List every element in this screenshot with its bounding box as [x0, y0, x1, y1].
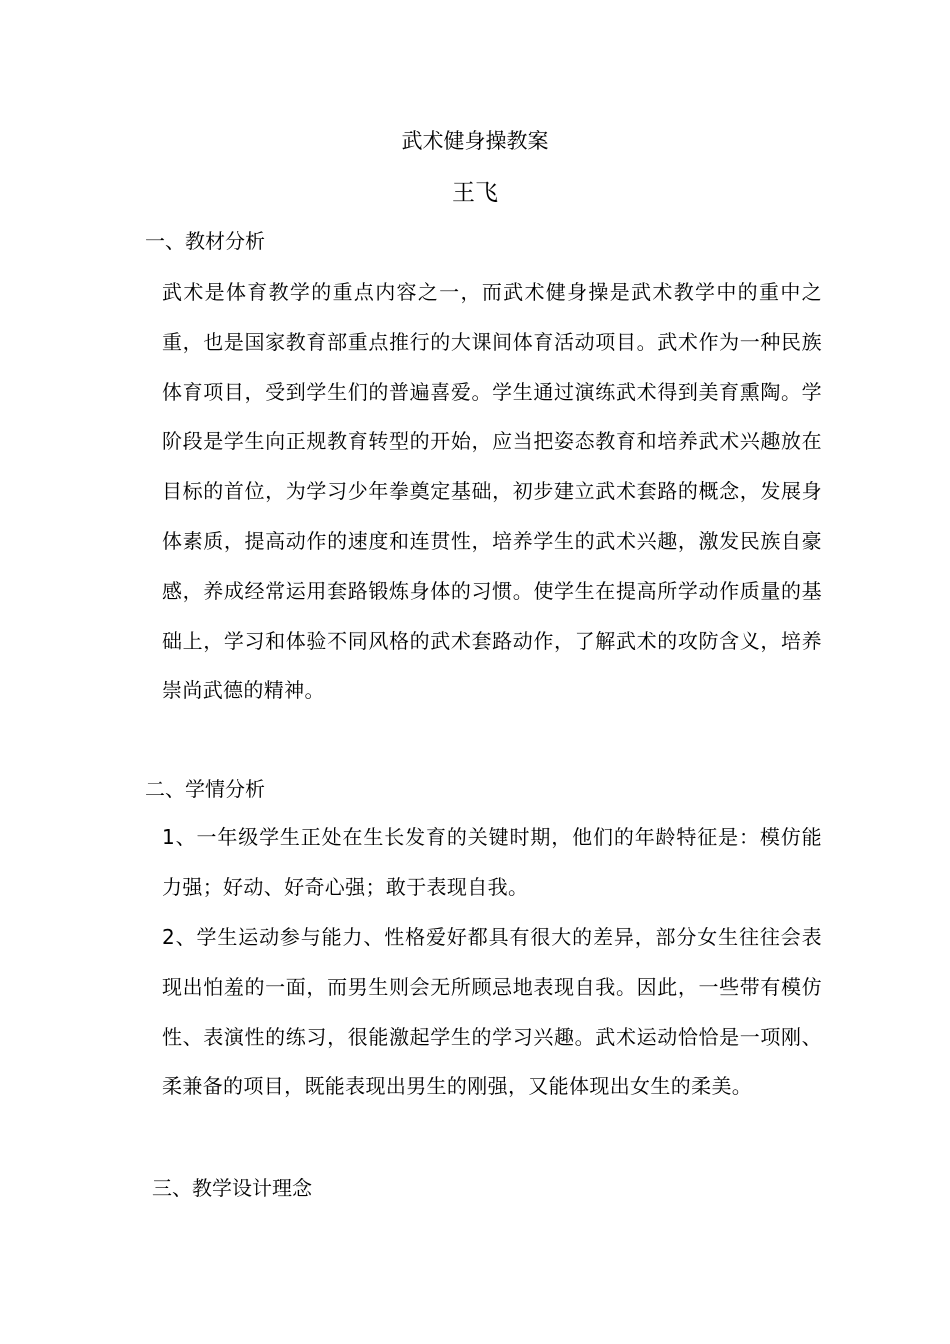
document-author: 王飞	[452, 180, 498, 206]
paragraph-student-analysis-2: 2、学生运动参与能力、性格爱好都具有很大的差异，部分女生往往会表现出怕羞的一面，而男生则会无所顾忌地表现自我。因此，一些带有模仿性、表演性的练习，很能激起学生的学习兴趣。武术运动恰恰是一项刚、柔兼备的项目，既能表现出男生的刚强，又能体现出女生的柔美。	[162, 925, 822, 1099]
paragraph-student-analysis-1: 1、一年级学生正处在生长发育的关键时期，他们的年龄特征是：模仿能力强；好动、好奇心强；敢于表现自我。	[162, 825, 822, 899]
section-heading-design-concept: 三、教学设计理念	[152, 1176, 312, 1200]
paragraph-materials-analysis: 武术是体育教学的重点内容之一，而武术健身操是武术教学中的重中之重，也是国家教育部重点推行的大课间体育活动项目。武术作为一种民族体育项目，受到学生们的普遍喜爱。学生通过演练武术得到美育熏陶。学阶段是学生向正规教育转型的开始，应当把姿态教育和培养武术兴趣放在目标的首位，为学习少年拳奠定基础，初步建立武术套路的概念，发展身体素质，提高动作的速度和连贯性，培养学生的武术兴趣，激发民族自豪感，养成经常运用套路锻炼身体的习惯。使学生在提高所学动作质量的基础上，学习和体验不同风格的武术套路动作，了解武术的攻防含义，培养崇尚武德的精神。	[162, 280, 822, 703]
document-title: 武术健身操教案	[401, 129, 549, 153]
section-heading-student-analysis: 二、学情分析	[145, 777, 265, 801]
section-heading-materials-analysis: 一、教材分析	[145, 229, 265, 253]
